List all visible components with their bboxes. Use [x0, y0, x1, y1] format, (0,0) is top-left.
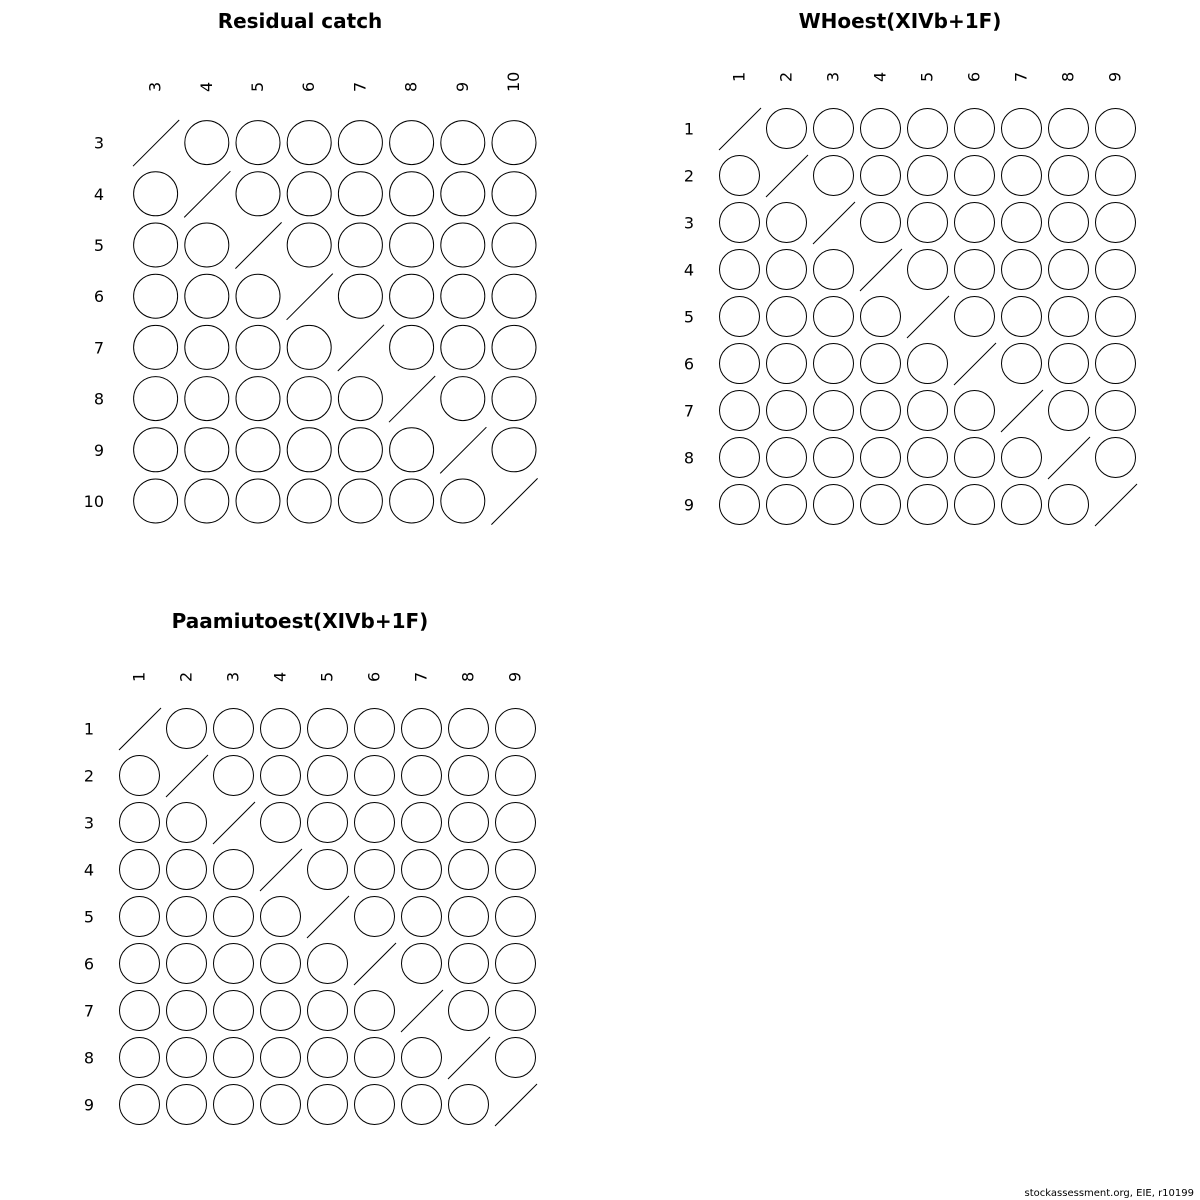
diagonal-line [440, 427, 486, 473]
diagonal-line [719, 108, 761, 150]
diagonal-line [766, 155, 808, 197]
correlation-circle [492, 172, 536, 216]
correlation-circle [449, 944, 489, 984]
correlation-circle [134, 325, 178, 369]
correlation-circle [236, 377, 280, 421]
correlation-circle [767, 203, 807, 243]
correlation-circle [441, 121, 485, 165]
correlation-circle [492, 377, 536, 421]
correlation-circle [185, 377, 229, 421]
correlation-circle [308, 1085, 348, 1125]
correlation-circle [261, 1085, 301, 1125]
correlation-circle [308, 709, 348, 749]
correlation-circle [496, 944, 536, 984]
correlation-circle [402, 756, 442, 796]
correlation-circle [496, 897, 536, 937]
correlation-circle [720, 297, 760, 337]
correlation-circle [390, 172, 434, 216]
source-credit: stockassessment.org, EIE, r10199 [1024, 1188, 1194, 1199]
correlation-circle [861, 438, 901, 478]
correlation-circle [955, 156, 995, 196]
correlation-circle [167, 991, 207, 1031]
correlation-circle [1002, 156, 1042, 196]
diagonal-line [813, 202, 855, 244]
correlation-circle [814, 391, 854, 431]
x-tick-label: 8 [401, 81, 421, 92]
x-tick-label: 9 [1105, 71, 1125, 82]
correlation-circle [449, 803, 489, 843]
correlation-circle [214, 944, 254, 984]
y-tick-label: 2 [683, 166, 694, 186]
y-tick-label: 1 [683, 119, 694, 139]
correlation-circle [167, 850, 207, 890]
correlation-circle [861, 297, 901, 337]
correlation-circle [1049, 297, 1089, 337]
correlation-circle [861, 203, 901, 243]
x-tick-label: 3 [145, 81, 165, 92]
correlation-circle [167, 897, 207, 937]
y-tick-label: 1 [83, 719, 94, 739]
diagonal-line [1048, 437, 1090, 479]
correlation-circle [338, 479, 382, 523]
y-tick-label: 4 [683, 260, 694, 280]
correlation-circle [134, 377, 178, 421]
correlation-circle [167, 709, 207, 749]
correlation-circle [167, 1038, 207, 1078]
correlation-circle [287, 428, 331, 472]
correlation-circle [120, 897, 160, 937]
correlation-circle [261, 756, 301, 796]
correlation-circle [449, 991, 489, 1031]
correlation-circle [185, 428, 229, 472]
y-tick-label: 7 [93, 338, 104, 358]
correlation-circle [767, 391, 807, 431]
correlation-circle [1002, 250, 1042, 290]
correlation-circle [308, 1038, 348, 1078]
x-tick-label: 9 [505, 671, 525, 682]
correlation-circle [214, 1038, 254, 1078]
correlation-circle [120, 944, 160, 984]
x-tick-label: 6 [364, 671, 384, 682]
correlation-circle [402, 709, 442, 749]
correlation-circle [390, 479, 434, 523]
x-tick-label: 4 [870, 71, 890, 82]
correlation-circle [720, 344, 760, 384]
correlation-circle [338, 377, 382, 421]
correlation-circle [441, 172, 485, 216]
correlation-circle [908, 391, 948, 431]
correlation-circle [449, 897, 489, 937]
diagonal-line [907, 296, 949, 338]
correlation-circle [1096, 203, 1136, 243]
correlation-circle [1096, 109, 1136, 149]
diagonal-line [235, 222, 281, 268]
correlation-circle [908, 156, 948, 196]
correlation-circle [955, 438, 995, 478]
y-tick-label: 3 [93, 133, 104, 153]
correlation-circle [955, 297, 995, 337]
correlation-circle [492, 428, 536, 472]
correlation-circle [767, 438, 807, 478]
correlation-circle [492, 121, 536, 165]
diagonal-line [213, 802, 255, 844]
correlation-circle [908, 250, 948, 290]
x-tick-label: 8 [458, 671, 478, 682]
y-tick-label: 5 [83, 907, 94, 927]
diagonal-line [338, 325, 384, 371]
y-tick-label: 4 [93, 184, 104, 204]
correlation-circle [1002, 203, 1042, 243]
correlation-circle [1049, 391, 1089, 431]
y-tick-label: 5 [683, 307, 694, 327]
correlation-circle [1002, 485, 1042, 525]
correlation-circle [814, 344, 854, 384]
correlation-circle [955, 250, 995, 290]
correlation-circle [167, 803, 207, 843]
correlation-circle [134, 479, 178, 523]
correlation-circle [214, 850, 254, 890]
correlation-circle [390, 325, 434, 369]
diagonal-line [133, 120, 179, 166]
correlation-circle [720, 485, 760, 525]
correlation-circle [236, 274, 280, 318]
correlation-circle [167, 1085, 207, 1125]
correlation-circle [390, 274, 434, 318]
diagonal-line [119, 708, 161, 750]
correlation-circle [861, 485, 901, 525]
correlation-circle [767, 297, 807, 337]
correlation-circle [496, 803, 536, 843]
correlation-circle [449, 850, 489, 890]
y-tick-label: 8 [83, 1048, 94, 1068]
correlation-circle [120, 1085, 160, 1125]
correlation-circle [185, 479, 229, 523]
diagonal-line [260, 849, 302, 891]
x-tick-label: 8 [1058, 71, 1078, 82]
correlation-circle [496, 709, 536, 749]
correlation-circle [308, 850, 348, 890]
correlation-circle [120, 756, 160, 796]
correlation-circle [308, 991, 348, 1031]
correlation-circle [355, 1085, 395, 1125]
correlation-circle [496, 1038, 536, 1078]
correlation-circle [355, 991, 395, 1031]
correlation-circle [236, 479, 280, 523]
correlation-circle [1049, 109, 1089, 149]
correlation-circle [390, 428, 434, 472]
correlation-circle [1002, 438, 1042, 478]
correlation-circle [814, 250, 854, 290]
correlation-circle [1002, 344, 1042, 384]
correlation-circle [1049, 344, 1089, 384]
correlation-circle [355, 756, 395, 796]
y-tick-label: 3 [683, 213, 694, 233]
correlation-circle [308, 803, 348, 843]
correlation-circle [287, 377, 331, 421]
correlation-circle [767, 485, 807, 525]
correlation-circle [355, 803, 395, 843]
correlation-circle [861, 156, 901, 196]
diagonal-line [495, 1084, 537, 1126]
panel-residual-catch [84, 9, 538, 525]
correlation-circle [720, 250, 760, 290]
panel-whoest [684, 9, 1137, 526]
x-tick-label: 7 [350, 81, 370, 92]
correlation-circle [120, 850, 160, 890]
correlation-circle [908, 438, 948, 478]
x-tick-label: 3 [223, 671, 243, 682]
y-tick-label: 8 [683, 448, 694, 468]
correlation-circle [720, 156, 760, 196]
x-tick-label: 5 [248, 81, 267, 92]
y-tick-label: 6 [93, 287, 104, 307]
correlation-circle [308, 756, 348, 796]
x-tick-label: 5 [917, 71, 937, 82]
correlation-circle [355, 1038, 395, 1078]
correlation-circle [355, 709, 395, 749]
correlation-circle [338, 428, 382, 472]
correlation-circle [441, 274, 485, 318]
y-tick-label: 6 [683, 354, 694, 374]
correlation-circle [402, 897, 442, 937]
correlation-circle [449, 709, 489, 749]
correlation-circle [1096, 250, 1136, 290]
correlation-circle [390, 121, 434, 165]
correlation-circle [261, 803, 301, 843]
diagonal-line [1095, 484, 1137, 526]
correlation-circle [720, 391, 760, 431]
correlation-circle [214, 1085, 254, 1125]
y-tick-label: 8 [93, 389, 104, 409]
correlation-circle [955, 109, 995, 149]
correlation-circle [441, 377, 485, 421]
diagonal-line [166, 755, 208, 797]
correlation-circle [814, 438, 854, 478]
y-tick-label: 7 [83, 1001, 94, 1021]
correlation-circle [214, 897, 254, 937]
correlation-circle [767, 344, 807, 384]
correlation-circle [355, 850, 395, 890]
correlation-circle [814, 109, 854, 149]
correlation-circle [261, 709, 301, 749]
y-tick-label: 10 [83, 492, 104, 511]
diagonal-line [184, 171, 230, 217]
y-tick-label: 7 [683, 401, 694, 421]
x-tick-label: 7 [411, 671, 431, 682]
diagonal-line [491, 478, 537, 524]
correlation-circle [449, 756, 489, 796]
diagonal-line [448, 1037, 490, 1079]
correlation-circle [261, 897, 301, 937]
correlation-circle [261, 1038, 301, 1078]
correlation-circle [214, 756, 254, 796]
y-tick-label: 2 [83, 766, 94, 786]
x-tick-label: 1 [729, 71, 749, 82]
correlation-circle [185, 325, 229, 369]
correlation-circle [955, 203, 995, 243]
chart-title: Paamiutoest(XIVb+1F) [171, 609, 429, 633]
y-tick-label: 9 [93, 440, 104, 460]
correlation-circle [167, 944, 207, 984]
correlation-circle [1096, 297, 1136, 337]
correlation-circle [287, 121, 331, 165]
correlation-circle [908, 109, 948, 149]
correlation-circle [496, 991, 536, 1031]
correlation-circle [308, 944, 348, 984]
x-tick-label: 9 [452, 81, 472, 92]
correlation-circle [120, 803, 160, 843]
correlation-circle [134, 274, 178, 318]
x-tick-label: 6 [299, 81, 319, 92]
correlation-circle [492, 325, 536, 369]
correlation-circle [185, 223, 229, 267]
correlation-circle [861, 109, 901, 149]
correlation-circle [236, 121, 280, 165]
correlation-circle [236, 172, 280, 216]
correlation-circle [402, 1085, 442, 1125]
correlation-circle [338, 274, 382, 318]
x-tick-label: 10 [504, 71, 523, 92]
correlation-circle [908, 485, 948, 525]
x-tick-label: 4 [270, 671, 290, 682]
correlation-circle [1002, 297, 1042, 337]
y-tick-label: 6 [83, 954, 94, 974]
correlation-circle [338, 223, 382, 267]
correlation-circle [134, 428, 178, 472]
y-tick-label: 9 [83, 1095, 94, 1115]
correlation-circle [214, 709, 254, 749]
correlation-circle [402, 803, 442, 843]
correlation-circle [814, 156, 854, 196]
correlation-circle [1096, 156, 1136, 196]
correlation-circle [720, 438, 760, 478]
correlation-circle [261, 944, 301, 984]
correlation-circle [402, 850, 442, 890]
correlation-circle [441, 479, 485, 523]
diagonal-line [354, 943, 396, 985]
correlation-circle [767, 250, 807, 290]
correlation-circle [338, 172, 382, 216]
correlation-circle [1096, 438, 1136, 478]
correlation-circle [1049, 485, 1089, 525]
correlation-circle [861, 344, 901, 384]
correlation-circle [496, 850, 536, 890]
x-tick-label: 5 [317, 671, 337, 682]
chart-title: WHoest(XIVb+1F) [798, 9, 1002, 33]
correlation-circle [236, 428, 280, 472]
correlation-circle [287, 325, 331, 369]
correlation-circle [214, 991, 254, 1031]
panel-paamiutoest [84, 609, 537, 1126]
correlation-circle [236, 325, 280, 369]
correlation-circle [1096, 344, 1136, 384]
correlation-circle [861, 391, 901, 431]
chart-title: Residual catch [217, 9, 383, 33]
correlation-circle [814, 485, 854, 525]
diagonal-line [389, 376, 435, 422]
correlation-circle [390, 223, 434, 267]
diagonal-line [954, 343, 996, 385]
correlation-circle [955, 485, 995, 525]
correlation-circle [185, 274, 229, 318]
diagonal-line [307, 896, 349, 938]
correlation-circle [908, 344, 948, 384]
correlation-circle [1049, 156, 1089, 196]
correlation-circle [492, 223, 536, 267]
correlation-circle [338, 121, 382, 165]
diagonal-line [401, 990, 443, 1032]
correlation-circle [496, 756, 536, 796]
x-tick-label: 1 [129, 671, 149, 682]
correlation-circle [287, 172, 331, 216]
y-tick-label: 4 [83, 860, 94, 880]
correlation-circle [261, 991, 301, 1031]
x-tick-label: 2 [776, 71, 796, 82]
correlation-circle [767, 109, 807, 149]
x-tick-label: 7 [1011, 71, 1031, 82]
correlation-circle [492, 274, 536, 318]
correlation-circle [120, 1038, 160, 1078]
x-tick-label: 2 [176, 671, 196, 682]
correlation-circle [120, 991, 160, 1031]
correlation-circle [1002, 109, 1042, 149]
correlation-circle [955, 391, 995, 431]
diagonal-line [287, 274, 333, 320]
correlation-circle [355, 897, 395, 937]
correlation-circle [402, 944, 442, 984]
correlation-circle [287, 479, 331, 523]
correlation-circle [185, 121, 229, 165]
correlation-circle [287, 223, 331, 267]
correlation-circle [720, 203, 760, 243]
y-tick-label: 9 [683, 495, 694, 515]
correlation-circle [1049, 203, 1089, 243]
correlation-circle [449, 1085, 489, 1125]
diagonal-line [1001, 390, 1043, 432]
correlation-circle [134, 223, 178, 267]
correlation-circle [1049, 250, 1089, 290]
correlation-circle [814, 297, 854, 337]
x-tick-label: 4 [196, 81, 216, 92]
correlation-circle [441, 223, 485, 267]
x-tick-label: 3 [823, 71, 843, 82]
correlation-circle [134, 172, 178, 216]
correlation-circle [1096, 391, 1136, 431]
correlation-circle [908, 203, 948, 243]
x-tick-label: 6 [964, 71, 984, 82]
correlation-circle [441, 325, 485, 369]
diagonal-line [860, 249, 902, 291]
correlation-circle [402, 1038, 442, 1078]
y-tick-label: 3 [83, 813, 94, 833]
y-tick-label: 5 [93, 236, 104, 255]
